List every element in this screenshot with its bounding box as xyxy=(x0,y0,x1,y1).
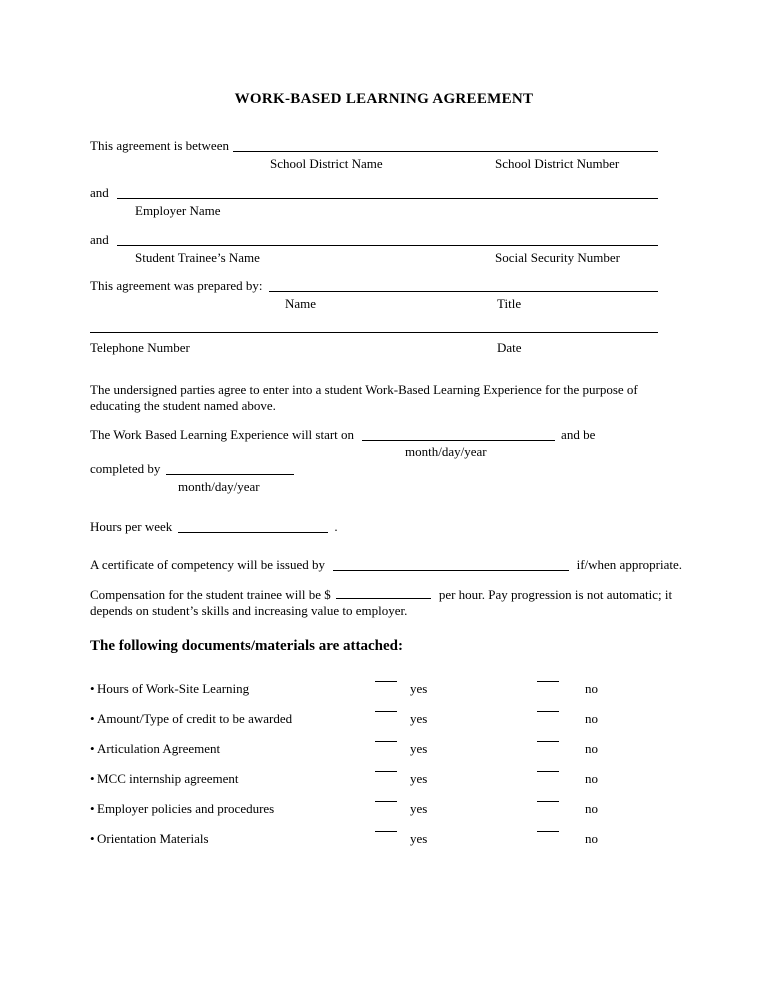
yes-label: yes xyxy=(410,801,428,816)
school-district-name-label: School District Name xyxy=(270,156,383,171)
yes-line[interactable] xyxy=(375,681,397,682)
yes-line[interactable] xyxy=(375,801,397,802)
completed-by-label: completed by xyxy=(90,461,161,476)
completed-by-fill-line[interactable] xyxy=(166,474,294,475)
no-label: no xyxy=(585,801,598,816)
hours-per-week-row xyxy=(90,519,658,535)
attachment-label: Amount/Type of credit to be awarded xyxy=(97,711,293,726)
prepared-by-label: This agreement was prepared by: xyxy=(90,278,263,293)
parties-fill-line[interactable] xyxy=(233,151,658,152)
certificate-suffix: if/when appropriate. xyxy=(576,557,682,572)
student-trainee-name-label: Student Trainee’s Name xyxy=(135,250,260,265)
certificate-fill-line[interactable] xyxy=(333,570,569,571)
and-label: and xyxy=(90,232,109,247)
bullet-icon: • xyxy=(90,771,95,786)
bullet-icon: • xyxy=(90,831,95,846)
attachment-label: Orientation Materials xyxy=(97,831,209,846)
yes-line[interactable] xyxy=(375,831,397,832)
attachment-row xyxy=(90,831,658,861)
telephone-date-fill-line[interactable] xyxy=(90,332,658,333)
hours-period: . xyxy=(334,519,338,534)
employer-name-label: Employer Name xyxy=(135,203,221,218)
no-line[interactable] xyxy=(537,831,559,832)
start-date-caption xyxy=(90,444,658,460)
no-line[interactable] xyxy=(537,771,559,772)
prepared-by-captions xyxy=(90,296,658,312)
employer-caption xyxy=(90,203,658,219)
no-line[interactable] xyxy=(537,681,559,682)
bullet-icon: • xyxy=(90,801,95,816)
yes-label: yes xyxy=(410,741,428,756)
telephone-number-label: Telephone Number xyxy=(90,340,190,355)
prepared-by-row xyxy=(90,278,658,294)
hours-fill-line[interactable] xyxy=(178,532,328,533)
no-label: no xyxy=(585,711,598,726)
start-date-row xyxy=(90,427,658,443)
prepared-by-fill-line[interactable] xyxy=(269,291,658,292)
attachment-label: MCC internship agreement xyxy=(97,771,239,786)
attachment-row xyxy=(90,741,658,771)
compensation-prefix: Compensation for the student trainee will be $ xyxy=(90,587,331,602)
student-row xyxy=(90,232,658,248)
title-label: Title xyxy=(497,296,522,311)
yes-label: yes xyxy=(410,831,428,846)
compensation-suffix: per hour. Pay progression is not automatic; it depends on student’s skills and increasing value to employer. xyxy=(90,587,673,618)
attachments-heading: The following documents/materials are attached: xyxy=(90,638,404,654)
no-label: no xyxy=(585,771,598,786)
employer-row xyxy=(90,185,658,201)
no-line[interactable] xyxy=(537,711,559,712)
parties-row xyxy=(90,138,658,154)
attachment-label: Hours of Work-Site Learning xyxy=(97,681,250,696)
yes-line[interactable] xyxy=(375,711,397,712)
attachment-row xyxy=(90,801,658,831)
attachment-label: Articulation Agreement xyxy=(97,741,221,756)
yes-line[interactable] xyxy=(375,741,397,742)
start-date-fill-line[interactable] xyxy=(362,440,555,441)
yes-label: yes xyxy=(410,681,428,696)
month-day-year-caption: month/day/year xyxy=(178,479,260,494)
attachment-row xyxy=(90,711,658,741)
between-label: This agreement is between xyxy=(90,138,229,153)
attachment-row xyxy=(90,681,658,711)
compensation-fill-line[interactable] xyxy=(336,586,431,599)
no-line[interactable] xyxy=(537,741,559,742)
start-prefix: The Work Based Learning Experience will start on xyxy=(90,427,355,442)
student-fill-line[interactable] xyxy=(117,245,658,246)
attachment-label: Employer policies and procedures xyxy=(97,801,275,816)
no-label: no xyxy=(585,831,598,846)
certificate-row xyxy=(90,557,682,573)
date-label: Date xyxy=(497,340,522,355)
attachments-section xyxy=(90,681,658,861)
student-captions xyxy=(90,250,658,266)
attachment-row xyxy=(90,771,658,801)
yes-line[interactable] xyxy=(375,771,397,772)
parties-captions xyxy=(90,156,658,172)
bullet-icon: • xyxy=(90,681,95,696)
month-day-year-caption: month/day/year xyxy=(405,444,487,459)
start-suffix: and be xyxy=(561,427,596,442)
employer-fill-line[interactable] xyxy=(117,198,658,199)
completed-by-caption xyxy=(90,479,658,495)
yes-label: yes xyxy=(410,711,428,726)
hours-per-week-label: Hours per week xyxy=(90,519,173,534)
bullet-icon: • xyxy=(90,741,95,756)
form-title: WORK-BASED LEARNING AGREEMENT xyxy=(234,91,534,107)
name-label: Name xyxy=(285,296,317,311)
no-label: no xyxy=(585,681,598,696)
telephone-date-captions xyxy=(90,340,658,356)
and-label: and xyxy=(90,185,109,200)
bullet-icon: • xyxy=(90,711,95,726)
completed-by-row xyxy=(90,461,658,477)
school-district-number-label: School District Number xyxy=(495,156,620,171)
no-line[interactable] xyxy=(537,801,559,802)
social-security-number-label: Social Security Number xyxy=(495,250,620,265)
undersigned-paragraph: The undersigned parties agree to enter into a student Work-Based Learning Experience for the purpose of educating the student named above. xyxy=(90,382,638,413)
compensation-paragraph xyxy=(90,586,682,619)
certificate-prefix: A certificate of competency will be issued by xyxy=(90,557,326,572)
no-label: no xyxy=(585,741,598,756)
yes-label: yes xyxy=(410,771,428,786)
